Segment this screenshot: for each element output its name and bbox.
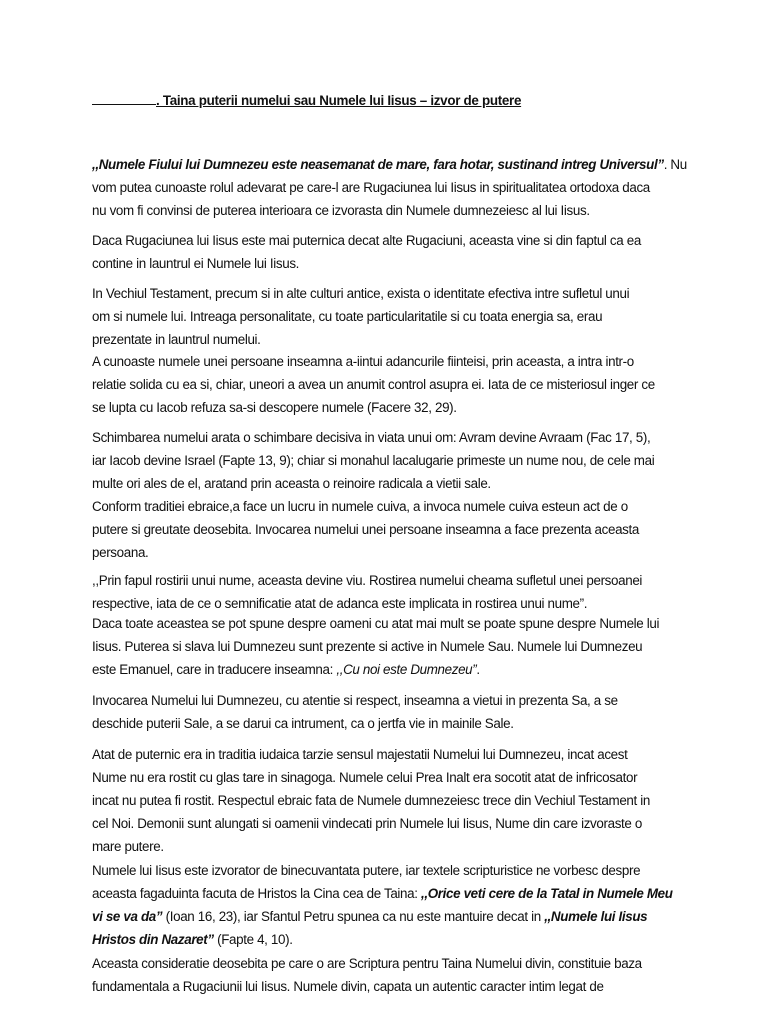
text-line [92, 886, 673, 902]
text-run: ,,Prin fapul rostirii unui nume, aceasta devine viu. Rostirea numelui cheama sufletul unei persoanei [92, 573, 643, 588]
emphasized-text: Hristos din Nazaret” [92, 932, 214, 947]
text-run: Iisus. Puterea si slava lui Dumnezeu sunt prezente si active in Numele Sau. Numele lui Dumnezeu [92, 639, 643, 654]
text-run: Numele lui Iisus este izvorator de binecuvantata putere, iar textele scripturistice ne vorbesc despre [92, 863, 641, 878]
text-run: prezentate in launtrul numelui. [92, 332, 261, 347]
text-run: Schimbarea numelui arata o schimbare decisiva in viata unui om: Avram devine Avraam (Fac 17, 5), [92, 430, 651, 445]
text-line [92, 909, 647, 925]
text-run: respective, iata de ce o semnificatie atat de adanca este implicata in rostirea unui nume”. [92, 596, 588, 611]
text-line [92, 256, 299, 272]
text-line [92, 377, 655, 393]
text-run: Nume nu era rostit cu glas tare in sinagoga. Numele celui Prea Inalt era socotit atat de infricosator [92, 770, 638, 785]
text-line [92, 596, 587, 612]
text-run: relatie solida cu ea si, chiar, uneori a avea un anumit control asupra ei. Iata de ce misteriosul inger ce [92, 377, 655, 392]
text-line [92, 839, 164, 855]
text-line [92, 203, 590, 219]
document-title [92, 92, 521, 108]
title-blank-underline [92, 92, 156, 105]
text-run: Atat de puternic era in traditia iudaica tarzie sensul majestatii Numelui lui Dumnezeu, incat acest [92, 747, 628, 762]
text-run: fundamentala a Rugaciunii lui Iisus. Numele divin, capata un autentic caracter intim legat de [92, 979, 604, 994]
text-line [92, 932, 293, 948]
text-line [92, 716, 514, 732]
text-run: (Ioan 16, 23), iar Sfantul Petru spunea ca nu este mantuire decat in [162, 909, 545, 924]
text-line [92, 979, 604, 995]
text-line [92, 453, 654, 469]
text-run: deschide puterii Sale, a se darui ca intrument, ca o jertfa vie in mainile Sale. [92, 716, 514, 731]
emphasized-text: vi se va da” [92, 909, 163, 924]
title-text: . Taina puterii numelui sau Numele lui Iisus – izvor de putere [156, 93, 522, 108]
text-line [92, 309, 602, 325]
text-line [92, 499, 628, 515]
text-run: persoana. [92, 545, 149, 560]
text-run: aceasta fagaduinta facuta de Hristos la Cina cea de Taina: [92, 886, 421, 901]
text-run: multe ori ales de el, aratand prin aceasta o reinoire radicala a vietii sale. [92, 476, 491, 491]
emphasized-text: ,,Orice veti cere de la Tatal in Numele Meu [420, 886, 673, 901]
text-line [92, 522, 639, 538]
text-run: . [476, 662, 480, 677]
text-run: incat nu putea fi rostit. Respectul ebraic fata de Numele dumnezeiesc trece din Vechiul Testament in [92, 793, 650, 808]
text-line [92, 180, 650, 196]
text-run: Daca toate aceastea se pot spune despre oameni cu atat mai mult se poate spune despre Numele lui [92, 616, 660, 631]
text-run: om si numele lui. Intreaga personalitate, cu toate particularitatile si cu toata energia sa, erau [92, 309, 603, 324]
text-line [92, 476, 491, 492]
text-run: Conform traditiei ebraice,a face un lucru in numele cuiva, a invoca numele cuiva esteun act de o [92, 499, 628, 514]
text-run: nu vom fi convinsi de puterea interioara ce izvorasta din Numele dumnezeiesc al lui Iisus. [92, 203, 590, 218]
text-line [92, 616, 659, 632]
emphasized-text: ,,Numele lui Iisus [544, 909, 648, 924]
text-run: A cunoaste numele unei persoane inseamna a-iintui adancurile fiinteisi, prin aceasta, a intra intr-o [92, 354, 634, 369]
text-run: Aceasta consideratie deosebita pe care o are Scriptura pentru Taina Numelui divin, constituie baza [92, 956, 642, 971]
text-line [92, 693, 618, 709]
text-run: este Emanuel, care in traducere inseamna: [92, 662, 337, 677]
text-line [92, 233, 641, 249]
text-line [92, 157, 687, 173]
text-line [92, 863, 640, 879]
text-run: se lupta cu Iacob refuza sa-si descopere numele (Facere 32, 29). [92, 400, 457, 415]
text-line [92, 770, 637, 786]
text-line [92, 286, 629, 302]
text-run: (Fapte 4, 10). [213, 932, 293, 947]
text-line [92, 545, 148, 561]
text-line [92, 354, 634, 370]
text-line [92, 332, 261, 348]
text-run: iar Iacob devine Israel (Fapte 13, 9); chiar si monahul lacalugarie primeste un nume nou, de cele mai [92, 453, 655, 468]
text-run: Daca Rugaciunea lui Iisus este mai puternica decat alte Rugaciuni, aceasta vine si din faptul ca ea [92, 233, 641, 248]
text-line [92, 430, 650, 446]
text-line [92, 747, 627, 763]
text-run: In Vechiul Testament, precum si in alte culturi antice, exista o identitate efectiva intre sufletul unui [92, 286, 630, 301]
text-run: putere si greutate deosebita. Invocarea numelui unei persoane inseamna a face prezenta aceasta [92, 522, 639, 537]
text-run: Invocarea Numelui lui Dumnezeu, cu atentie si respect, inseamna a vietui in prezenta Sa, a se [92, 693, 618, 708]
emphasized-text: ,,Cu noi este Dumnezeu” [336, 662, 477, 677]
text-run: contine in launtrul ei Numele lui Iisus. [92, 256, 300, 271]
text-line [92, 662, 480, 678]
text-line [92, 400, 457, 416]
text-line [92, 639, 642, 655]
emphasized-text: ,,Numele Fiului lui Dumnezeu este neasemanat de mare, fara hotar, sustinand intreg Universul” [92, 157, 664, 172]
text-run: mare putere. [92, 839, 164, 854]
text-run: . Nu [663, 157, 687, 172]
text-line [92, 956, 642, 972]
text-line [92, 793, 650, 809]
text-run: vom putea cunoaste rolul adevarat pe care-l are Rugaciunea lui Iisus in spiritualitatea ortodoxa daca [92, 180, 650, 195]
text-run: cel Noi. Demonii sunt alungati si oamenii vindecati prin Numele lui Iisus, Nume din care izvoraste o [92, 816, 642, 831]
text-line [92, 573, 642, 589]
text-line [92, 816, 642, 832]
